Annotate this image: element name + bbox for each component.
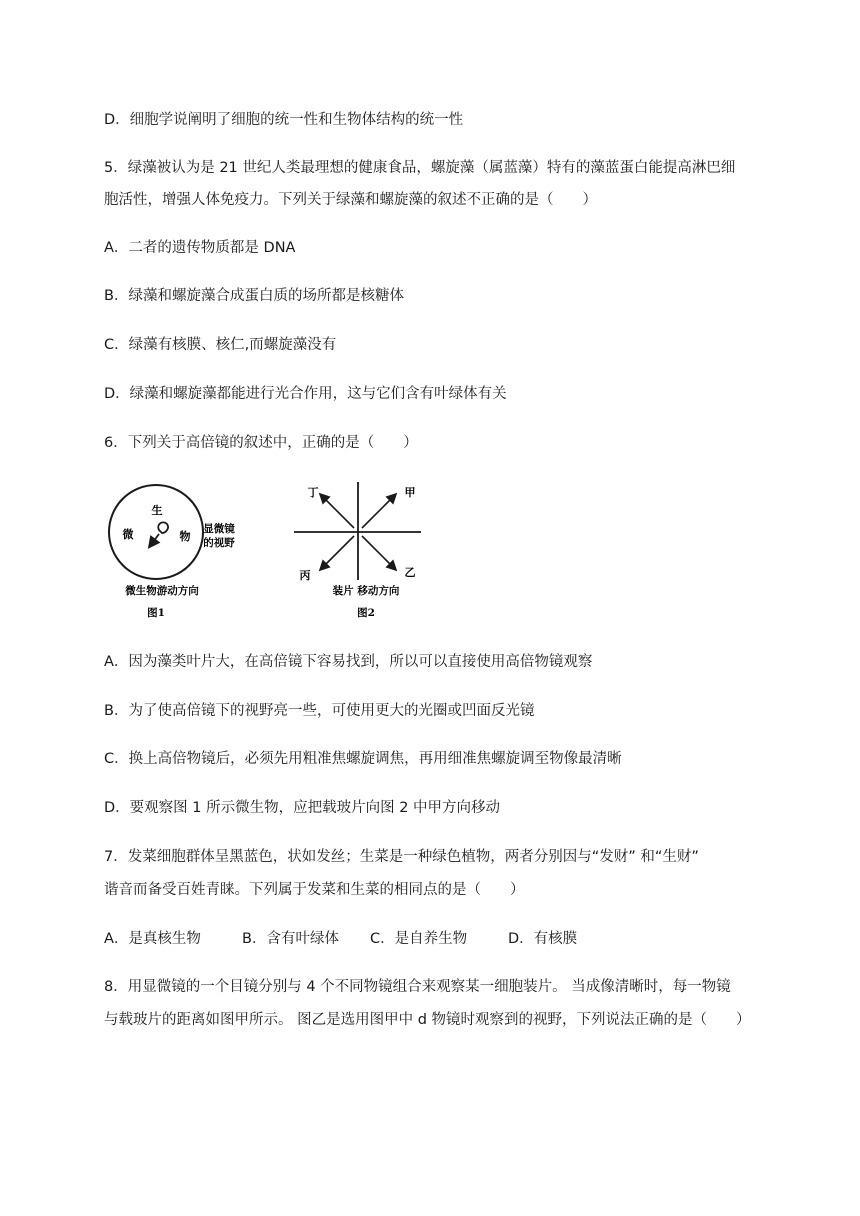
fig1-label-field-2: 的视野	[203, 537, 235, 549]
q7-stem-line-2: 谐音而备受百姓青睐。下列属于发菜和生菜的相同点的是（ ）	[104, 882, 525, 898]
q6-option-b: B．为了使高倍镜下的视野亮一些，可使用更大的光圈或凹面反光镜	[104, 703, 535, 719]
q7-stem-line-1: 7．发菜细胞群体呈黑蓝色，状如发丝；生菜是一种绿色植物，两者分别因与“发财” 和“生财”	[104, 849, 699, 865]
fig2-label-yi: 乙	[404, 566, 416, 579]
q5-stem-line-2: 胞活性，增强人体免疫力。下列关于绿藻和螺旋藻的叙述不正确的是（ ）	[104, 192, 597, 208]
q5-option-c: C．绿藻有核膜、核仁,而螺旋藻没有	[104, 337, 337, 353]
fig2-label-ding: 丁	[307, 486, 319, 499]
fig1-caption: 微生物游动方向	[125, 585, 199, 597]
fig1-number: 图1	[147, 607, 165, 619]
q7-option-b: B．含有叶绿体	[242, 931, 339, 947]
q6-option-d: D．要观察图 1 所示微生物，应把载玻片向图 2 中甲方向移动	[104, 800, 501, 816]
figure-2	[294, 482, 421, 619]
q8-stem-line-1: 8．用显微镜的一个目镜分别与 4 个不同物镜组合来观察某一细胞装片。 当成像清晰时，每一物镜	[104, 979, 731, 995]
q7-options	[104, 929, 577, 949]
q5-option-a: A．二者的遗传物质都是 DNA	[104, 240, 296, 256]
fig2-label-bing: 丙	[299, 569, 311, 582]
q5-option-d: D．绿藻和螺旋藻都能进行光合作用，这与它们含有叶绿体有关	[104, 386, 507, 402]
microorganism-shape	[158, 522, 168, 533]
microscope-figure	[104, 476, 444, 626]
arrow-jia	[362, 495, 395, 528]
arrow-yi	[362, 536, 395, 569]
fig1-label-wu: 物	[179, 530, 191, 543]
arrow-ding	[321, 495, 354, 528]
fig1-label-wei: 微	[122, 528, 134, 541]
q5-stem-line-1: 5．绿藻被认为是 21 世纪人类最理想的健康食品，螺旋藻（属蓝藻）特有的藻蓝蛋白能提高淋巴细	[104, 160, 736, 176]
q6-option-c: C．换上高倍物镜后，必须先用粗准焦螺旋调焦，再用细准焦螺旋调至物像最清晰	[104, 751, 622, 767]
q4-option-d: D．细胞学说阐明了细胞的统一性和生物体结构的统一性	[104, 112, 464, 128]
fig2-caption: 装片 移动方向	[332, 585, 400, 597]
fig1-label-sheng: 生	[151, 504, 163, 517]
q5-option-b: B．绿藻和螺旋藻合成蛋白质的场所都是核糖体	[104, 288, 404, 304]
fig1-label-field-1: 显微镜	[203, 523, 235, 535]
q8-stem-line-2: 与载玻片的距离如图甲所示。 图乙是选用图甲中 d 物镜时观察到的视野，下列说法正确的是（ ）	[104, 1012, 751, 1028]
arrow-bing	[321, 536, 354, 569]
q7-option-c: C．是自养生物	[370, 931, 468, 947]
q6-stem: 6．下列关于高倍镜的叙述中，正确的是（ ）	[104, 435, 418, 451]
q7-option-d: D．有核膜	[508, 931, 578, 947]
fig2-label-jia: 甲	[404, 486, 416, 499]
q7-option-a: A．是真核生物	[104, 931, 201, 947]
fig2-number: 图2	[357, 607, 375, 619]
figure-1	[109, 485, 235, 619]
movement-direction-arrow	[150, 534, 159, 546]
q6-option-a: A．因为藻类叶片大，在高倍镜下容易找到，所以可以直接使用高倍物镜观察	[104, 654, 593, 670]
